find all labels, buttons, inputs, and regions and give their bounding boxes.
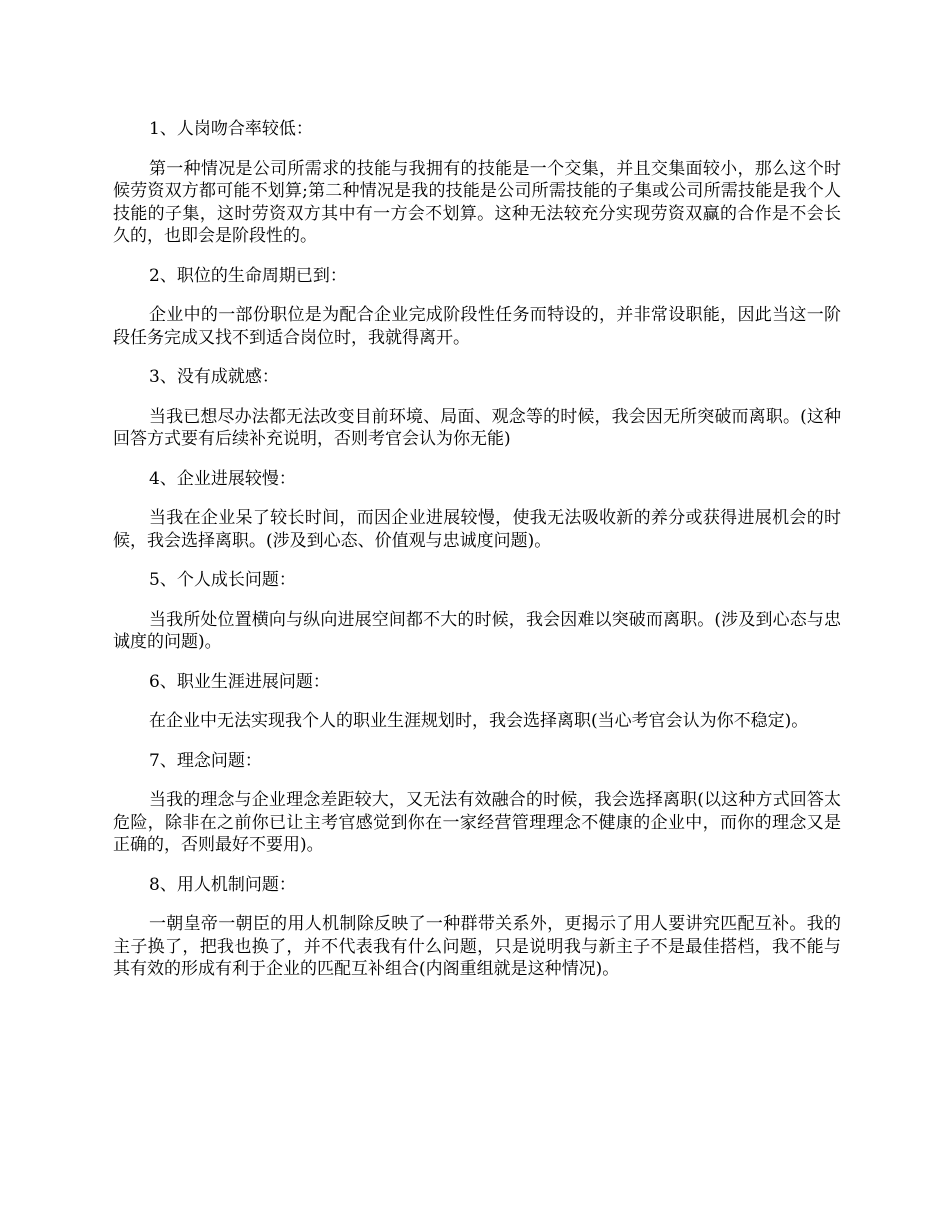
- section-heading-1: 1、人岗吻合率较低：: [149, 119, 313, 139]
- section-body-1: 第一种情况是公司所需求的技能与我拥有的技能是一个交集，并且交集面较小，那么这个时候劳资双方都可能不划算;第二种情况是我的技能是公司所需技能的子集或公司所需技能是我个人技能的子集，这时劳资双方其中有一方会不划算。这种无法较充分实现劳资双赢的合作是不会长久的，也即会是阶段性的。: [113, 158, 841, 246]
- section-heading-2: 2、职位的生命周期已到：: [149, 265, 347, 286]
- section-body-7: 当我的理念与企业理念差距较大，又无法有效融合的时候，我会选择离职(以这种方式回答太危险，除非在之前你已让主考官感觉到你在一家经营管理理念不健康的企业中，而你的理念又是正确的，否则最好不要用)。: [113, 790, 841, 855]
- section-body-2: 企业中的一部份职位是为配合企业完成阶段性任务而特设的，并非常设职能，因此当这一阶段任务完成又找不到适合岗位时，我就得离开。: [113, 305, 841, 348]
- section-heading-5: 5、个人成长问题：: [149, 570, 296, 590]
- section-heading-8: 8、用人机制问题：: [149, 874, 296, 895]
- section-heading-3: 3、没有成就感：: [149, 367, 279, 387]
- section-heading-6: 6、职业生涯进展问题：: [149, 671, 330, 692]
- section-body-3: 当我已想尽办法都无法改变目前环境、局面、观念等的时候，我会因无所突破而离职。(这种回答方式要有后续补充说明，否则考官会认为你无能): [113, 406, 841, 449]
- section-body-6: 在企业中无法实现我个人的职业生涯规划时，我会选择离职(当心考官会认为你不稳定)。: [149, 711, 809, 731]
- section-heading-4: 4、企业进展较慢：: [149, 468, 296, 489]
- section-heading-7: 7、理念问题：: [149, 750, 262, 771]
- document-page: [113, 118, 841, 998]
- section-body-4: 当我在企业呆了较长时间，而因企业进展较慢，使我无法吸收新的养分或获得进展机会的时候，我会选择离职。(涉及到心态、价值观与忠诚度问题)。: [113, 508, 841, 551]
- section-body-5: 当我所处位置横向与纵向进展空间都不大的时候，我会因难以突破而离职。(涉及到心态与忠诚度的问题)。: [113, 609, 841, 652]
- section-body-8: 一朝皇帝一朝臣的用人机制除反映了一种群带关系外，更揭示了用人要讲究匹配互补。我的主子换了，把我也换了，并不代表我有什么问题，只是说明我与新主子不是最佳搭档，我不能与其有效的形成有利于企业的匹配互补组合(内阁重组就是这种情况)。: [113, 914, 841, 979]
